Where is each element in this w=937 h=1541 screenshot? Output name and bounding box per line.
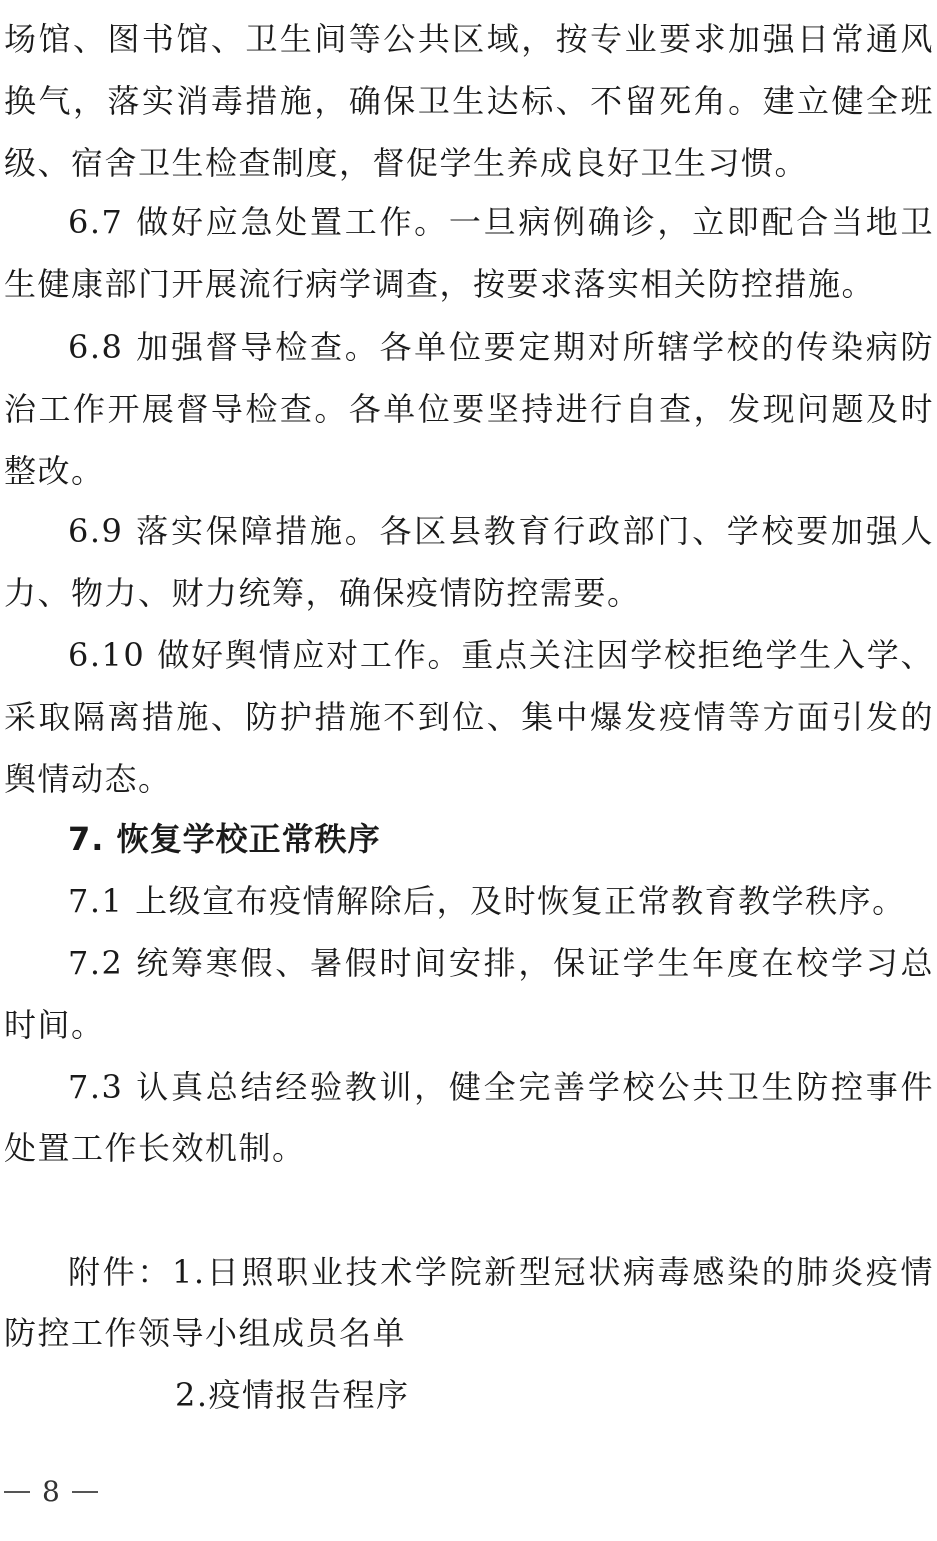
- footer-dash: [4, 1491, 30, 1493]
- paragraph-line: 力、物力、财力统筹，确保疫情防控需要。: [4, 574, 641, 612]
- paragraph-line: 整改。: [4, 452, 105, 490]
- paragraph-line: 7.3 认真总结经验教训，健全完善学校公共卫生防控事件: [68, 1068, 934, 1106]
- paragraph-line: 6.10 做好舆情应对工作。重点关注因学校拒绝学生入学、: [68, 636, 934, 674]
- paragraph-line: 治工作开展督导检查。各单位要坚持进行自查，发现问题及时: [4, 390, 934, 428]
- paragraph-line: 6.9 落实保障措施。各区县教育行政部门、学校要加强人: [68, 512, 934, 550]
- footer-dash: [72, 1491, 98, 1493]
- page-number: 8: [42, 1475, 60, 1508]
- paragraph-line: 舆情动态。: [4, 760, 172, 798]
- paragraph-line: 6.7 做好应急处置工作。一旦病例确诊，立即配合当地卫: [68, 203, 934, 241]
- page-footer: [4, 1470, 98, 1514]
- paragraph-line: 7.1 上级宣布疫情解除后，及时恢复正常教育教学秩序。: [68, 882, 906, 920]
- paragraph-line: 场馆、图书馆、卫生间等公共区域，按专业要求加强日常通风: [4, 20, 934, 58]
- paragraph-line: 处置工作长效机制。: [4, 1129, 306, 1167]
- paragraph-line: 生健康部门开展流行病学调查，按要求落实相关防控措施。: [4, 265, 876, 303]
- attachment-line: 2.疫情报告程序: [175, 1376, 410, 1414]
- paragraph-line: 采取隔离措施、防护措施不到位、集中爆发疫情等方面引发的: [4, 698, 934, 736]
- paragraph-line: 6.8 加强督导检查。各单位要定期对所辖学校的传染病防: [68, 328, 934, 366]
- paragraph-line: 时间。: [4, 1006, 105, 1044]
- attachment-line: 防控工作领导小组成员名单: [4, 1314, 407, 1352]
- attachment-line: 附件：1.日照职业技术学院新型冠状病毒感染的肺炎疫情: [68, 1253, 934, 1291]
- paragraph-line: 级、宿舍卫生检查制度，督促学生养成良好卫生习惯。: [4, 144, 809, 182]
- paragraph-line: 7.2 统筹寒假、暑假时间安排，保证学生年度在校学习总: [68, 944, 934, 982]
- paragraph-line: 换气，落实消毒措施，确保卫生达标、不留死角。建立健全班: [4, 82, 934, 120]
- section-heading: 7. 恢复学校正常秩序: [68, 820, 381, 858]
